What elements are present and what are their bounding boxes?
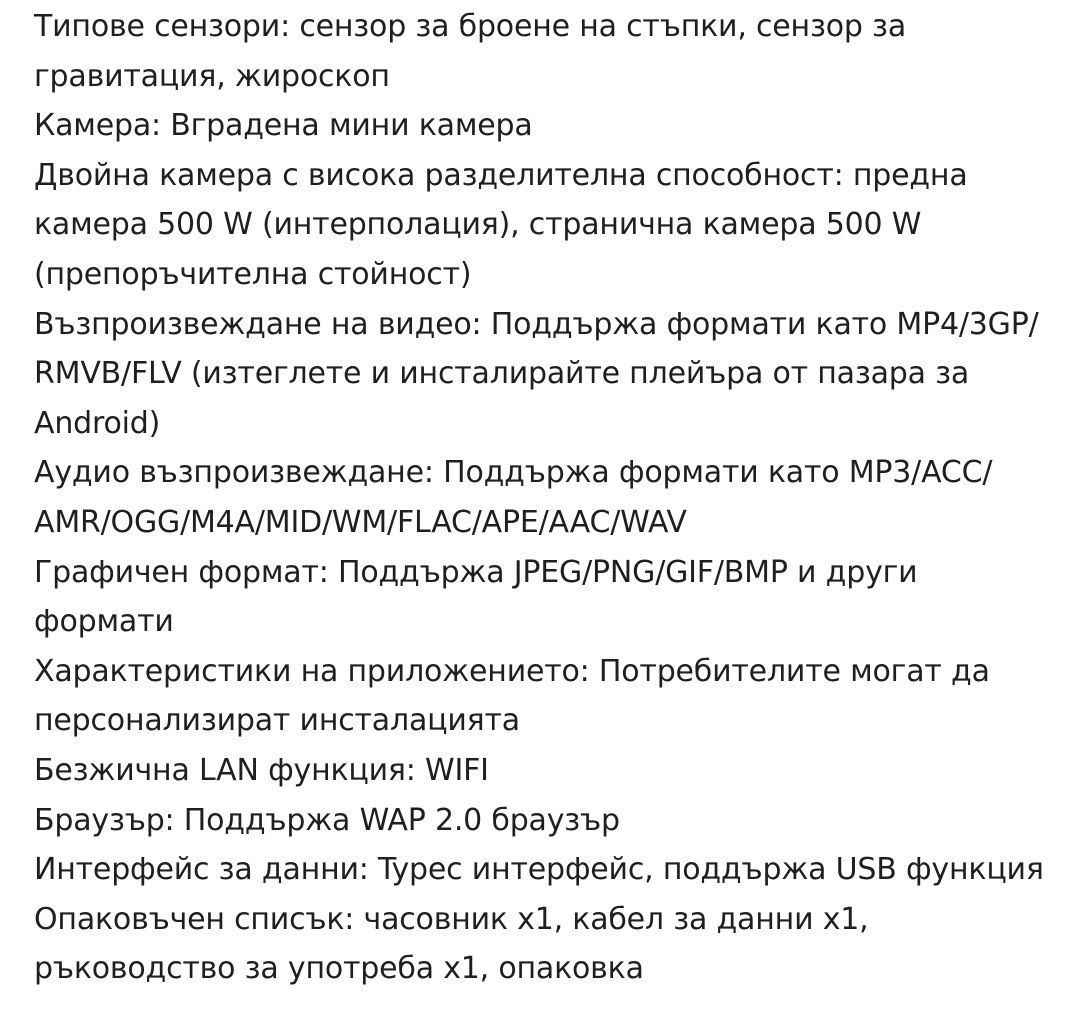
spec-line-apps-1: Характеристики на приложението: Потребителите могат да — [34, 653, 990, 689]
spec-line-video-2: RMVB/FLV (изтеглете и инсталирайте плейъра от пазара за — [34, 356, 970, 392]
spec-line-image-format-2: формати — [34, 604, 174, 640]
spec-line-image-format-1: Графичен формат: Поддържа JPEG/PNG/GIF/BMP и други — [34, 554, 918, 590]
spec-line-package-1: Опаковъчен списък: часовник x1, кабел за данни x1, — [34, 901, 869, 937]
spec-line-sensors-2: гравитация, жироскоп — [34, 58, 390, 94]
spec-line-video-1: Възпроизвеждане на видео: Поддържа формати като MP4/3GP/ — [34, 306, 1039, 342]
spec-text-block — [34, 2, 1064, 994]
spec-line-audio-1: Аудио възпроизвеждане: Поддържа формати като MP3/ACC/ — [34, 455, 993, 491]
spec-line-browser: Браузър: Поддържа WAP 2.0 браузър — [34, 802, 620, 838]
spec-line-dual-camera-1: Двойна камера с висока разделителна способност: предна — [34, 157, 968, 193]
spec-line-package-2: ръководство за употреба x1, опаковка — [34, 951, 644, 987]
spec-line-sensors-1: Типове сензори: сензор за броене на стъпки, сензор за — [34, 9, 906, 44]
spec-line-apps-2: персонализират инсталацията — [34, 703, 520, 739]
spec-line-camera: Камера: Вградена мини камера — [34, 108, 533, 144]
spec-line-video-3: Android) — [34, 405, 161, 441]
spec-line-dual-camera-3: (препоръчителна стойност) — [34, 256, 472, 292]
spec-line-wlan: Безжична LAN функция: WIFI — [34, 752, 489, 788]
spec-line-dual-camera-2: камера 500 W (интерполация), странична камера 500 W — [34, 207, 922, 243]
spec-line-audio-2: AMR/OGG/M4A/MID/WM/FLAC/APE/AAC/WAV — [34, 504, 687, 540]
spec-line-data-interface: Интерфейс за данни: Typec интерфейс, поддържа USB функция — [34, 852, 1044, 888]
